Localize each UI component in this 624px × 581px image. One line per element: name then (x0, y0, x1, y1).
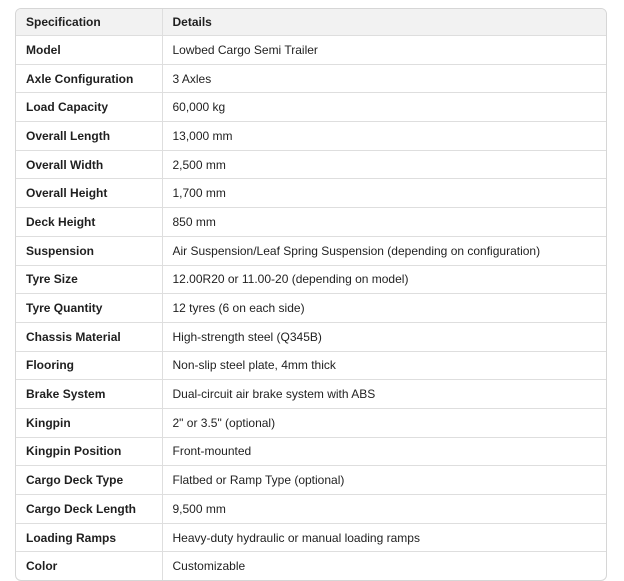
table-row (16, 495, 606, 524)
spec-value-cell: 2,500 mm (162, 150, 606, 179)
spec-value-cell: Flatbed or Ramp Type (optional) (162, 466, 606, 495)
spec-name-cell: Deck Height (16, 208, 162, 237)
spec-name-cell: Cargo Deck Length (16, 495, 162, 524)
table-row (16, 179, 606, 208)
spec-name-cell: Load Capacity (16, 93, 162, 122)
spec-value-cell: 60,000 kg (162, 93, 606, 122)
table-row (16, 294, 606, 323)
spec-value-cell: High-strength steel (Q345B) (162, 322, 606, 351)
table-row (16, 408, 606, 437)
table-row (16, 523, 606, 552)
spec-value-cell: Lowbed Cargo Semi Trailer (162, 36, 606, 65)
spec-value-cell: 2" or 3.5" (optional) (162, 408, 606, 437)
column-header-details: Details (162, 9, 606, 36)
spec-value-cell: Non-slip steel plate, 4mm thick (162, 351, 606, 380)
table-body (16, 36, 606, 581)
spec-value-cell: 13,000 mm (162, 122, 606, 151)
spec-name-cell: Model (16, 36, 162, 65)
spec-name-cell: Kingpin (16, 408, 162, 437)
table-row (16, 380, 606, 409)
spec-value-cell: 12.00R20 or 11.00-20 (depending on model) (162, 265, 606, 294)
table-row (16, 36, 606, 65)
spec-value-cell: Air Suspension/Leaf Spring Suspension (depending on configuration) (162, 236, 606, 265)
table-row (16, 552, 606, 580)
table-row (16, 466, 606, 495)
table-row (16, 437, 606, 466)
spec-value-cell: 12 tyres (6 on each side) (162, 294, 606, 323)
table-row (16, 208, 606, 237)
spec-table-container (15, 8, 607, 581)
spec-name-cell: Kingpin Position (16, 437, 162, 466)
spec-name-cell: Suspension (16, 236, 162, 265)
table-row (16, 322, 606, 351)
table-row (16, 93, 606, 122)
spec-name-cell: Color (16, 552, 162, 580)
spec-value-cell: 3 Axles (162, 64, 606, 93)
spec-name-cell: Loading Ramps (16, 523, 162, 552)
spec-value-cell: Dual-circuit air brake system with ABS (162, 380, 606, 409)
table-row (16, 150, 606, 179)
spec-table (16, 9, 606, 580)
spec-name-cell: Tyre Size (16, 265, 162, 294)
spec-value-cell: 9,500 mm (162, 495, 606, 524)
spec-name-cell: Overall Width (16, 150, 162, 179)
spec-value-cell: Heavy-duty hydraulic or manual loading ramps (162, 523, 606, 552)
spec-name-cell: Chassis Material (16, 322, 162, 351)
table-row (16, 64, 606, 93)
table-header-row (16, 9, 606, 36)
table-row (16, 351, 606, 380)
column-header-specification: Specification (16, 9, 162, 36)
spec-name-cell: Overall Length (16, 122, 162, 151)
table-row (16, 265, 606, 294)
spec-value-cell: 1,700 mm (162, 179, 606, 208)
spec-name-cell: Overall Height (16, 179, 162, 208)
spec-value-cell: 850 mm (162, 208, 606, 237)
spec-name-cell: Cargo Deck Type (16, 466, 162, 495)
spec-name-cell: Brake System (16, 380, 162, 409)
spec-name-cell: Flooring (16, 351, 162, 380)
spec-value-cell: Customizable (172, 559, 246, 574)
spec-name-cell: Tyre Quantity (16, 294, 162, 323)
table-row (16, 236, 606, 265)
spec-value-cell: Front-mounted (162, 437, 606, 466)
table-row (16, 122, 606, 151)
spec-name-cell: Axle Configuration (16, 64, 162, 93)
